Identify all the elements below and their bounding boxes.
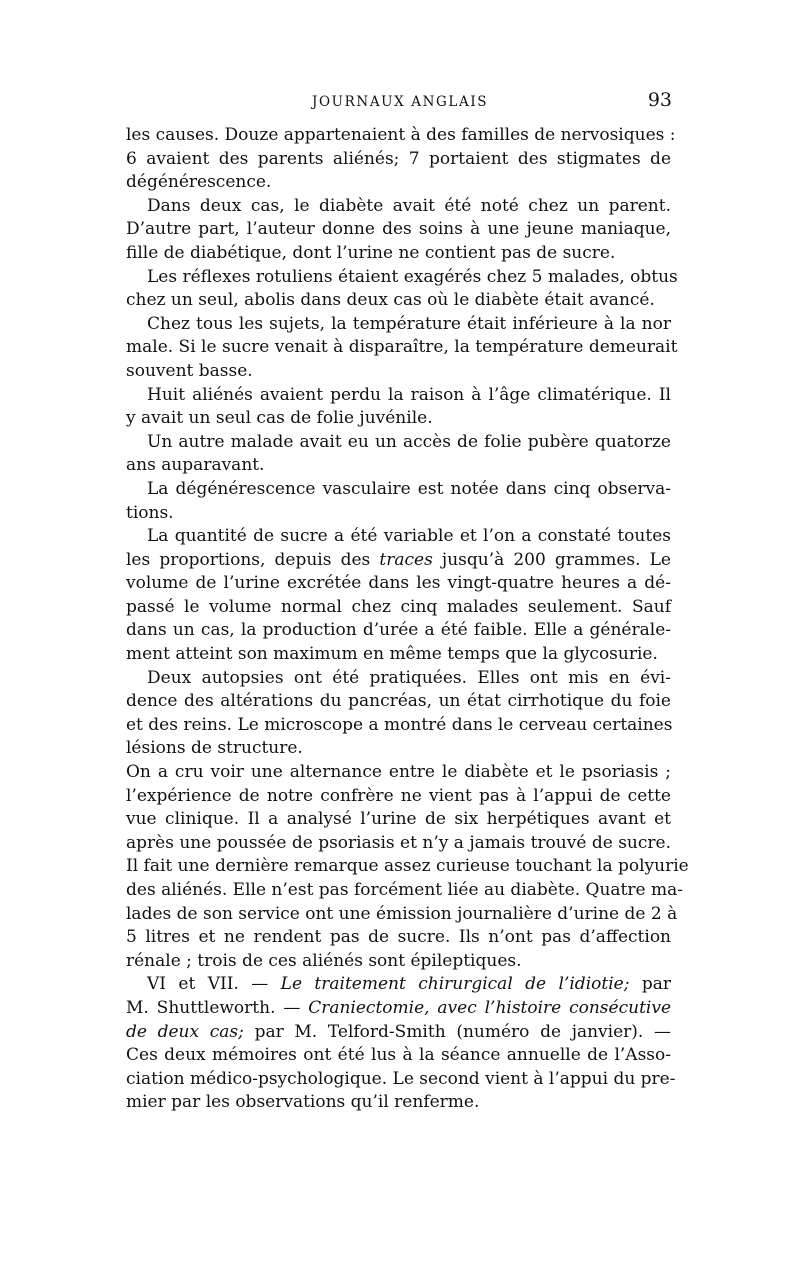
paragraph	[126, 525, 671, 667]
text-line	[126, 785, 671, 809]
text-line	[126, 926, 671, 950]
text-segment: passé le volume normal chez cinq malades seulement. Sauf	[126, 596, 671, 617]
text-line	[126, 454, 671, 478]
text-segment: M. Shuttleworth. —	[126, 997, 309, 1018]
text-line	[126, 195, 671, 219]
text-segment: les proportions, depuis des	[126, 549, 380, 570]
text-segment: 5 litres et ne rendent pas de sucre. Ils n’ont pas d’affection	[126, 927, 671, 948]
text-line	[126, 336, 678, 360]
text-segment: 6 avaient des parents aliénés; 7 portaient des stigmates de	[126, 148, 671, 169]
text-line	[126, 643, 671, 667]
text-line	[126, 266, 678, 290]
text-segment: y avait un seul cas de folie juvénile.	[126, 408, 433, 429]
text-segment: dans un cas, la production d’urée a été faible. Elle a générale-	[126, 620, 671, 641]
text-segment: La dégénérescence vasculaire est notée dans cinq observa-	[147, 478, 671, 499]
text-line	[126, 431, 671, 455]
text-line	[126, 714, 671, 738]
text-segment: par M. Telford-Smith (numéro de janvier). —	[243, 1021, 671, 1042]
text-segment: Chez tous les sujets, la température était inférieure à la nor	[147, 313, 671, 334]
text-segment: Huit aliénés avaient perdu la raison à l’âge climatérique. Il	[147, 384, 671, 405]
running-header	[122, 89, 672, 116]
text-segment: ans auparavant.	[126, 455, 265, 476]
text-line	[126, 478, 671, 502]
text-line	[126, 525, 671, 549]
text-line	[126, 384, 671, 408]
text-line	[126, 667, 671, 691]
text-segment: ment atteint son maximum en même temps que la glycosurie.	[126, 644, 658, 665]
text-line	[126, 313, 671, 337]
text-segment: dégénérescence.	[126, 172, 272, 193]
paragraph	[126, 478, 671, 525]
text-segment: male. Si le sucre venait à disparaître, la température demeurait	[126, 337, 678, 358]
text-segment: Un autre malade avait eu un accès de folie pubère quatorze	[147, 431, 671, 452]
text-line	[126, 502, 671, 526]
paragraph	[126, 431, 671, 478]
italic-text-segment: de deux cas;	[126, 1021, 244, 1042]
text-line	[126, 360, 671, 384]
text-line	[126, 171, 671, 195]
text-segment: VI et VII. —	[147, 974, 281, 995]
text-segment: mier par les observations qu’il renferme.	[126, 1092, 480, 1113]
text-segment: D’autre part, l’auteur donne des soins à une jeune maniaque,	[126, 219, 671, 240]
text-segment: Il fait une dernière remarque assez curieuse touchant la polyurie	[126, 856, 689, 877]
running-title: JOURNAUX ANGLAIS	[312, 94, 489, 110]
paragraph	[126, 384, 671, 431]
paragraph	[126, 973, 676, 1115]
text-segment: des aliénés. Elle n’est pas forcément liée au diabète. Quatre ma-	[126, 880, 683, 900]
text-line	[126, 879, 683, 903]
text-line	[126, 1091, 671, 1115]
text-line	[126, 808, 671, 832]
paragraph	[126, 313, 678, 384]
text-segment: Deux autopsies ont été pratiquées. Elles ont mis en évi-	[147, 667, 671, 688]
italic-text-segment: Le traitement chirurgical de l’idiotie;	[280, 974, 630, 995]
text-segment: Ces deux mémoires ont été lus à la séance annuelle de l’Asso-	[126, 1045, 671, 1066]
text-segment: lésions de structure.	[126, 738, 303, 759]
text-segment: jusqu’à 200 grammes. Le	[432, 549, 671, 570]
paragraph	[126, 266, 678, 313]
text-segment: vue clinique. Il a analysé l’urine de six herpétiques avant et	[126, 809, 671, 830]
text-segment: fille de diabétique, dont l’urine ne contient pas de sucre.	[126, 242, 616, 263]
text-segment: La quantité de sucre a été variable et l’on a constaté toutes	[147, 526, 671, 547]
text-line	[126, 690, 671, 714]
text-line	[126, 619, 671, 643]
text-segment: dence des altérations du pancréas, un état cirrhotique du foie	[126, 691, 671, 712]
text-segment: souvent basse.	[126, 360, 253, 381]
paragraph	[126, 667, 671, 761]
body-text	[126, 124, 689, 1115]
text-line	[126, 407, 671, 431]
text-segment: par	[629, 974, 671, 995]
page-number: 93	[647, 89, 672, 111]
text-line	[126, 572, 671, 596]
text-segment: tions.	[126, 502, 174, 523]
text-line	[126, 289, 671, 313]
text-segment: Les réflexes rotuliens étaient exagérés chez 5 malades, obtus	[147, 266, 678, 287]
text-line	[126, 761, 671, 785]
text-line	[126, 1068, 676, 1092]
text-line	[126, 832, 671, 856]
paragraph	[126, 761, 689, 973]
italic-text-segment: Craniectomie, avec l’histoire consécutive	[308, 997, 671, 1018]
text-line	[126, 124, 676, 148]
text-segment: chez un seul, abolis dans deux cas où le diabète était avancé.	[126, 290, 655, 311]
text-segment: On a cru voir une alternance entre le diabète et le psoriasis ;	[126, 762, 671, 783]
text-segment: l’expérience de notre confrère ne vient pas à l’appui de cette	[126, 785, 671, 806]
text-segment: rénale ; trois de ces aliénés sont épileptiques.	[126, 950, 522, 971]
text-line	[126, 596, 671, 620]
text-line	[126, 950, 671, 974]
text-segment: ciation médico-psychologique. Le second vient à l’appui du pre-	[126, 1068, 676, 1089]
italic-text-segment: traces	[379, 549, 433, 570]
text-segment: les causes. Douze appartenaient à des familles de nervosiques :	[126, 125, 676, 145]
text-line	[126, 997, 671, 1021]
text-segment: après une poussée de psoriasis et n’y a jamais trouvé de sucre.	[126, 832, 671, 853]
text-segment: Dans deux cas, le diabète avait été noté chez un parent.	[147, 195, 671, 216]
paragraph	[126, 124, 676, 195]
text-line	[126, 903, 678, 927]
text-line	[126, 1021, 671, 1045]
text-line	[126, 973, 671, 997]
text-line	[126, 1044, 671, 1068]
text-line	[126, 737, 671, 761]
text-segment: volume de l’urine excrétée dans les vingt-quatre heures a dé-	[126, 573, 671, 594]
text-line	[126, 549, 671, 573]
text-line	[126, 148, 671, 172]
paragraph	[126, 195, 671, 266]
text-segment: et des reins. Le microscope a montré dans le cerveau certaines	[126, 714, 673, 735]
text-line	[126, 242, 671, 266]
text-line	[126, 218, 671, 242]
text-segment: lades de son service ont une émission journalière d’urine de 2 à	[126, 903, 678, 924]
text-line	[126, 855, 689, 879]
